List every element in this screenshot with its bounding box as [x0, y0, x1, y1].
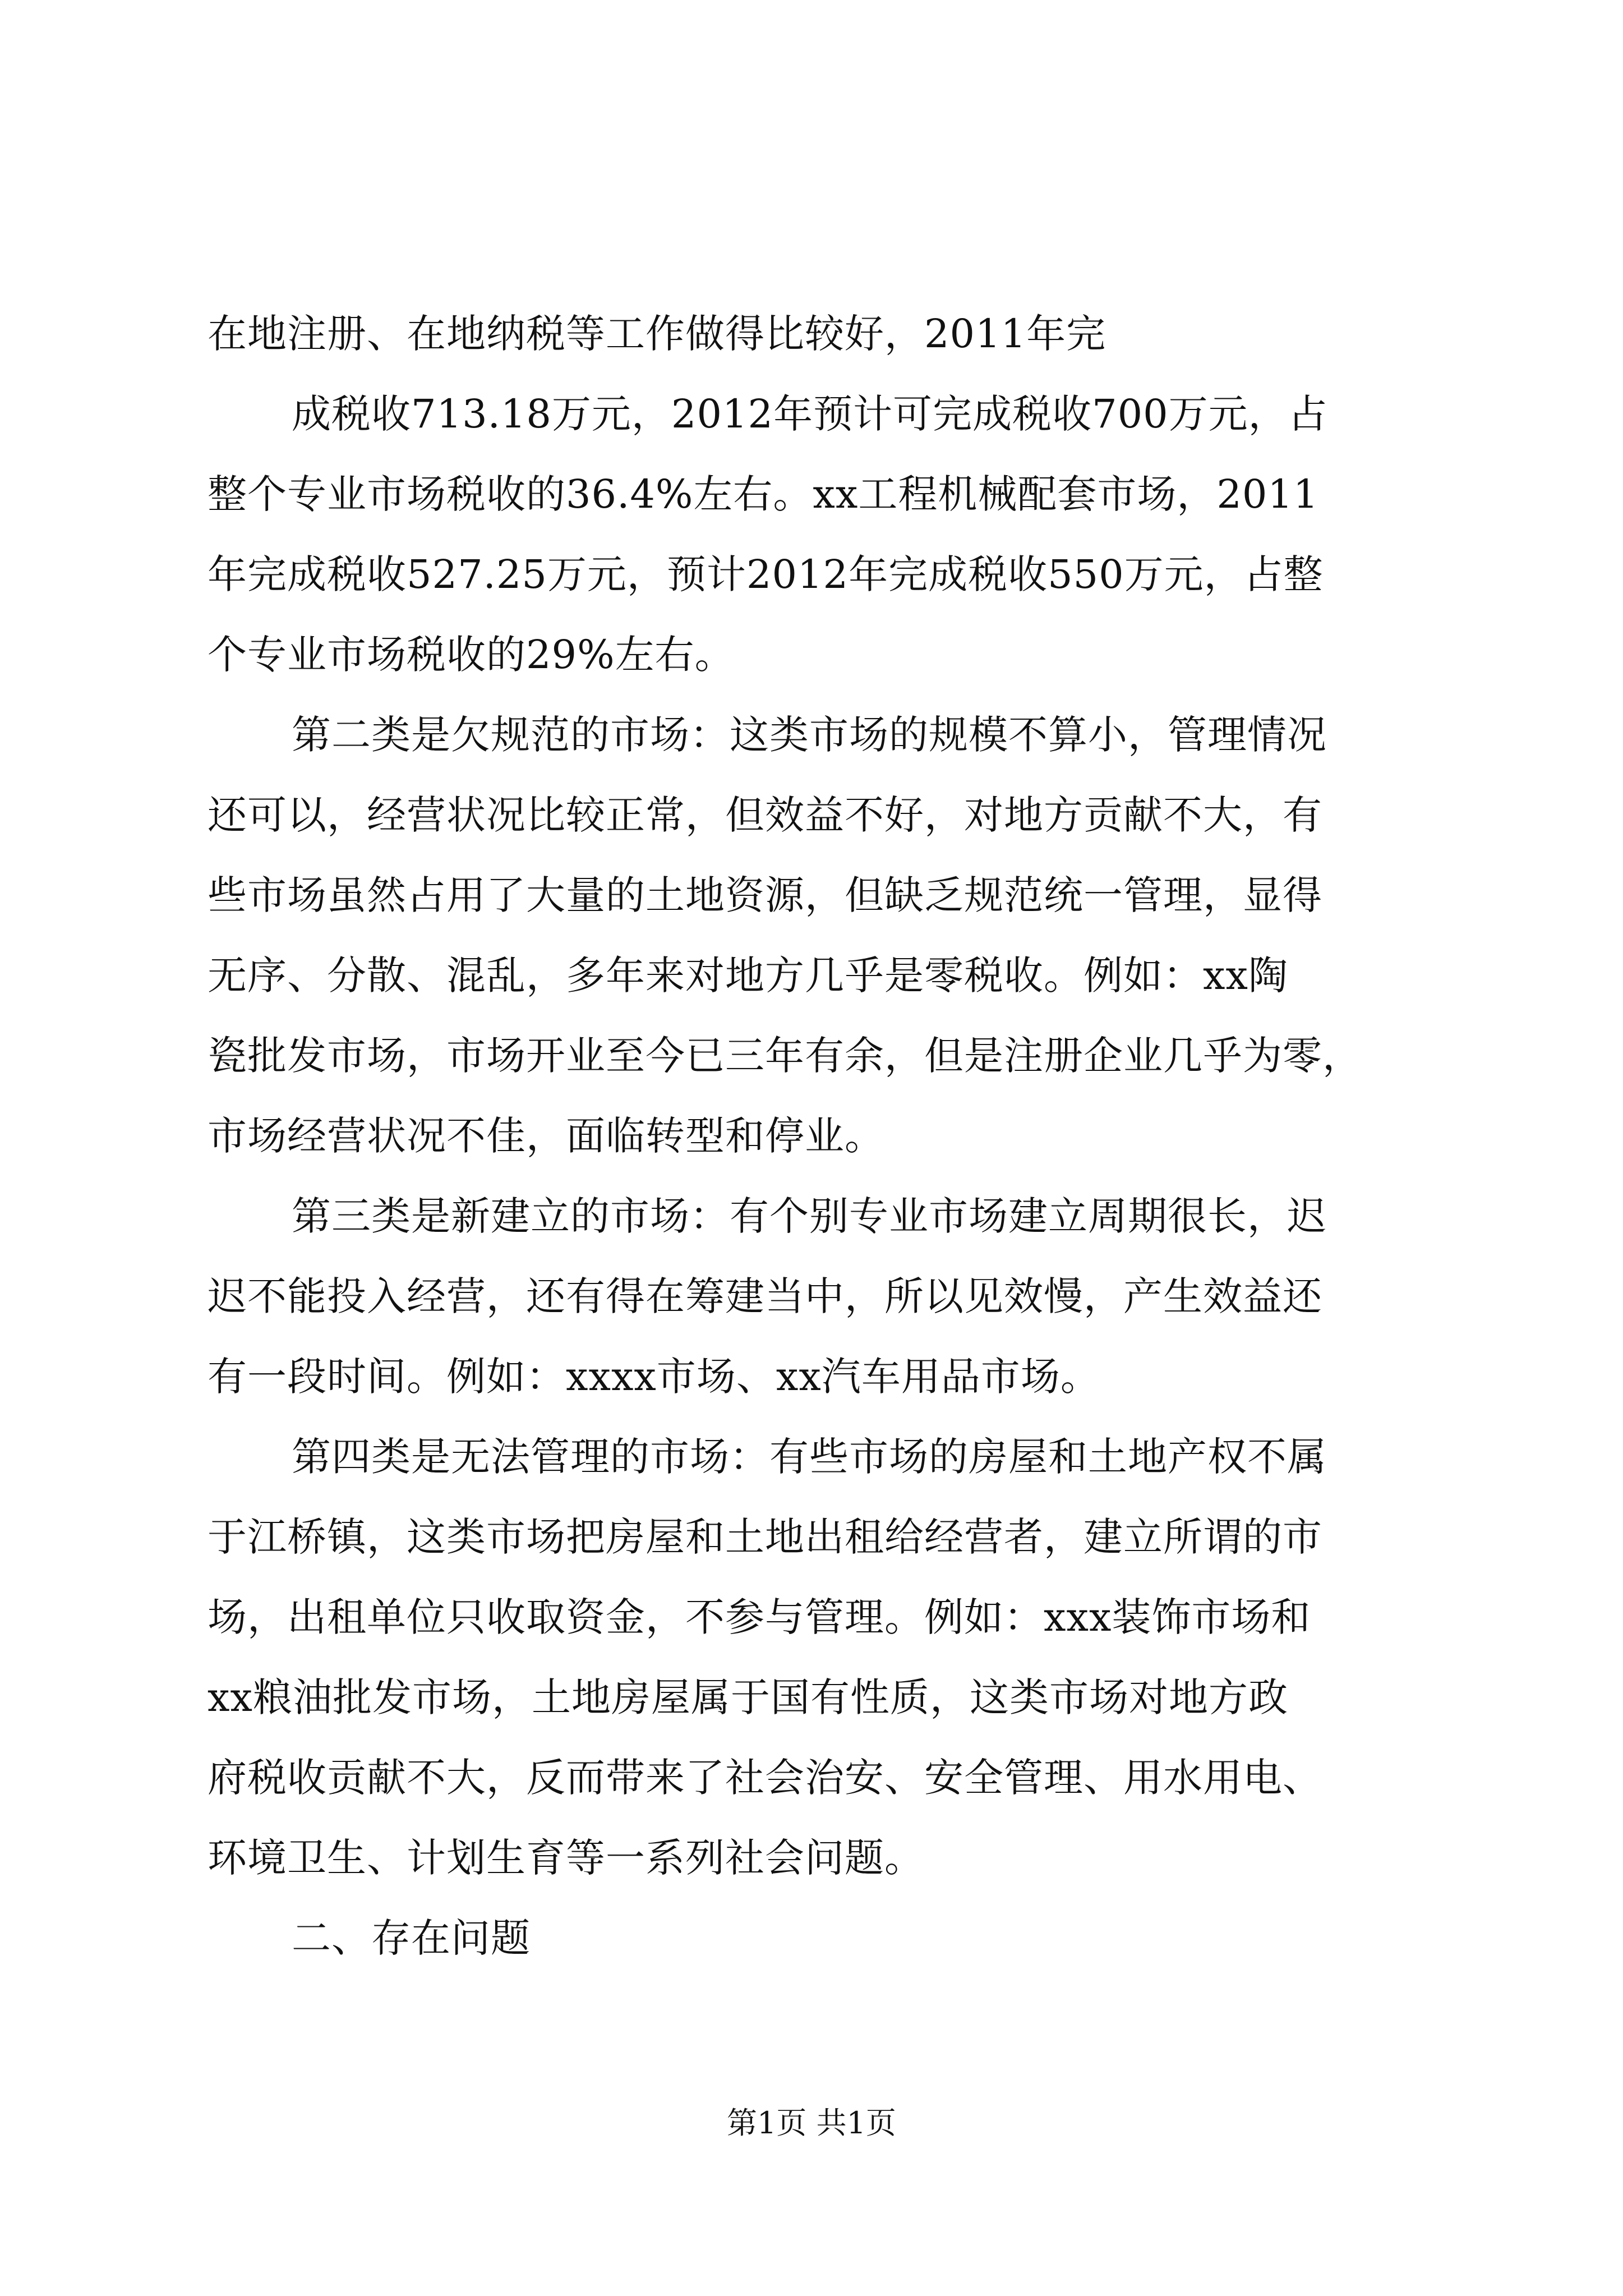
text-line: 环境卫生、计划生育等一系列社会问题。 — [208, 1835, 924, 1881]
text-line: 个专业市场税收的29%左右。 — [208, 632, 735, 678]
text-line: 在地注册、在地纳税等工作做得比较好，2011年完 — [208, 311, 1106, 357]
text-line: 于江桥镇，这类市场把房屋和土地出租给经营者，建立所谓的市 — [208, 1514, 1322, 1560]
text-line: 年完成税收527.25万元，预计2012年完成税收550万元，占整 — [208, 551, 1324, 597]
paragraph-first-line: 第三类是新建立的市场：有个别专业市场建立周期很长，迟 — [292, 1193, 1327, 1239]
section-heading: 二、存在问题 — [292, 1915, 531, 1961]
paragraph-first-line: 第四类是无法管理的市场：有些市场的房屋和土地产权不属 — [292, 1434, 1327, 1480]
paragraph-first-line: 第二类是欠规范的市场：这类市场的规模不算小，管理情况 — [292, 712, 1327, 758]
text-line: 府税收贡献不大，反而带来了社会治安、安全管理、用水用电、 — [208, 1755, 1322, 1801]
text-line: 瓷批发市场，市场开业至今已三年有余，但是注册企业几乎为零， — [208, 1033, 1362, 1079]
text-line: 迟不能投入经营，还有得在筹建当中，所以见效慢，产生效益还 — [208, 1273, 1322, 1319]
page-number-footer: 第1页 共1页 — [727, 2105, 896, 2141]
text-line: 整个专业市场税收的36.4%左右。xx工程机械配套市场，2011 — [208, 471, 1319, 517]
text-line: 场，出租单位只收取资金，不参与管理。例如：xxx装饰市场和 — [208, 1594, 1311, 1640]
text-line: 有一段时间。例如：xxxx市场、xx汽车用品市场。 — [208, 1354, 1100, 1400]
text-line: 无序、分散、混乱，多年来对地方几乎是零税收。例如：xx陶 — [208, 953, 1288, 999]
text-line: 市场经营状况不佳，面临转型和停业。 — [208, 1113, 884, 1159]
text-line: 些市场虽然占用了大量的土地资源，但缺乏规范统一管理，显得 — [208, 872, 1322, 918]
text-line: 还可以，经营状况比较正常，但效益不好，对地方贡献不大，有 — [208, 792, 1322, 838]
text-line: xx粮油批发市场，土地房屋属于国有性质，这类市场对地方政 — [208, 1674, 1288, 1720]
paragraph-first-line: 成税收713.18万元，2012年预计可完成税收700万元，占 — [292, 391, 1328, 437]
